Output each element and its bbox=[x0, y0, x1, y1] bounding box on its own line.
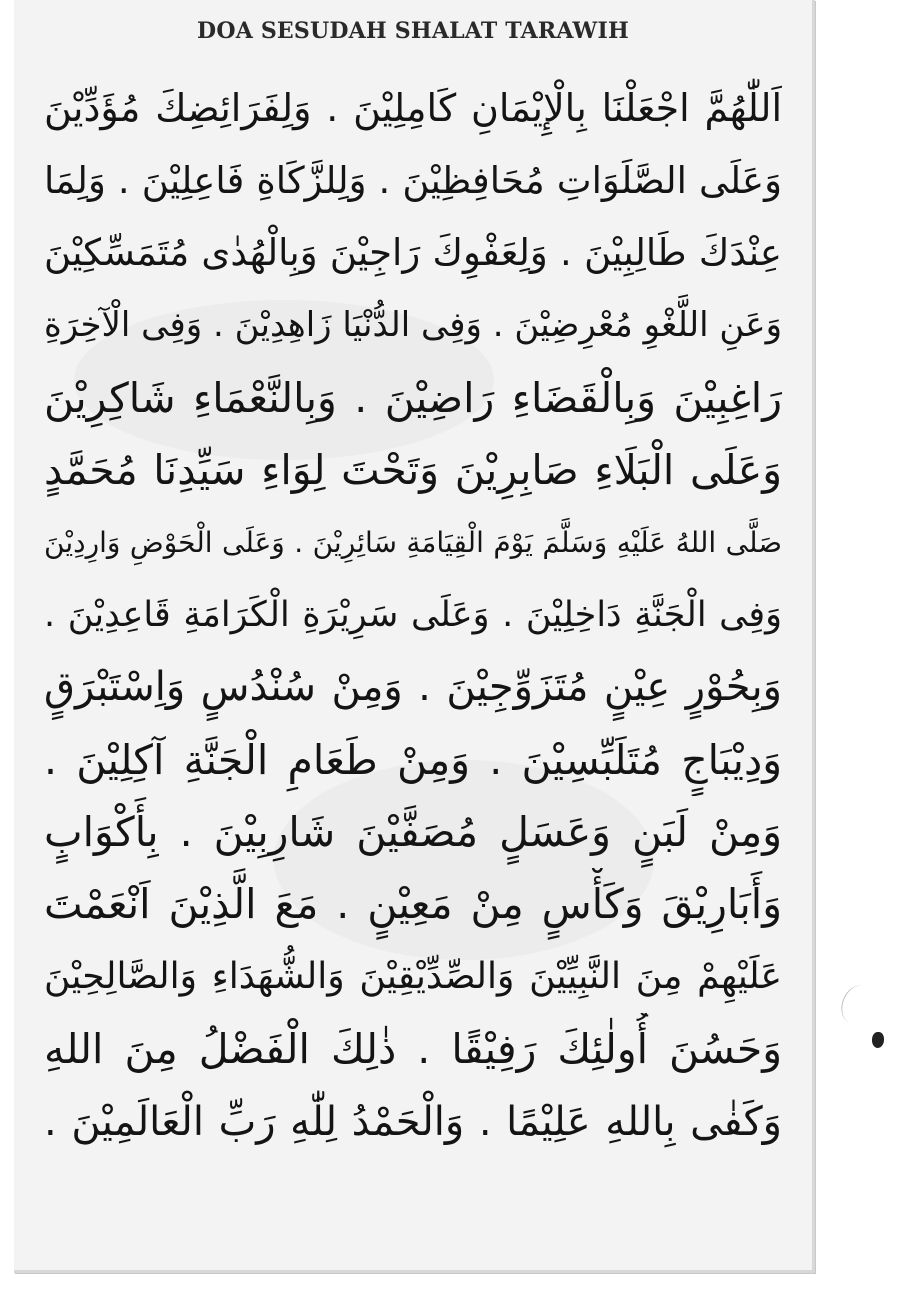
prayer-line: وَحَسُنَ أُولٰئِكَ رَفِيْقًا . ذٰلِكَ الْفَضْلُ مِنَ اللهِ bbox=[44, 1025, 782, 1074]
prayer-line: وَعَلَى الْبَلَاءِ صَابِرِيْنَ وَتَحْتَ لِوَاءِ سَيِّدِنَا مُحَمَّدٍ bbox=[44, 446, 782, 495]
prayer-line: وَأَبَارِيْقَ وَكَأْسٍ مِنْ مَعِيْنٍ . مَعَ الَّذِيْنَ اَنْعَمْتَ bbox=[44, 880, 782, 929]
prayer-line: وَبِحُوْرٍ عِيْنٍ مُتَزَوِّجِيْنَ . وَمِنْ سُنْدُسٍ وَاِسْتَبْرَقٍ bbox=[44, 664, 782, 711]
prayer-line: عِنْدَكَ طَالِبِيْنَ . وَلِعَفْوِكَ رَاجِيْنَ وَبِالْهُدٰى مُتَمَسِّكِيْنَ bbox=[44, 231, 782, 275]
prayer-line: عَلَيْهِمْ مِنَ النَّبِيِّيْنَ وَالصِّدِّيْقِيْنَ وَالشُّهَدَاءِ وَالصَّالِحِيْنَ bbox=[44, 956, 782, 998]
prayer-line: اَللّٰهُمَّ اجْعَلْنَا بِالْإِيْمَانِ كَامِلِيْنَ . وَلِفَرَائِضِكَ مُؤَدِّيْنَ bbox=[44, 86, 782, 131]
prayer-line: صَلَّى اللهُ عَلَيْهِ وَسَلَّمَ يَوْمَ الْقِيَامَةِ سَائِرِيْنَ . وَعَلَى الْحَوْضِ وَارِدِيْنَ bbox=[44, 526, 782, 560]
ink-spot bbox=[872, 1032, 884, 1048]
prayer-card bbox=[14, 0, 815, 1273]
prayer-line: وَعَلَى الصَّلَوَاتِ مُحَافِظِيْنَ . وَلِلزَّكَاةِ فَاعِلِيْنَ . وَلِمَا bbox=[44, 159, 782, 203]
scan-artifact bbox=[836, 981, 879, 1029]
prayer-line: وَفِى الْجَنَّةِ دَاخِلِيْنَ . وَعَلَى سَرِيْرَةِ الْكَرَامَةِ قَاعِدِيْنَ . bbox=[44, 594, 782, 635]
prayer-line: وَكَفٰى بِاللهِ عَلِيْمًا . وَالْحَمْدُ لِلّٰهِ رَبِّ الْعَالَمِيْنَ . bbox=[44, 1098, 782, 1145]
prayer-line: رَاغِبِيْنَ وَبِالْقَضَاءِ رَاضِيْنَ . وَبِالنَّعْمَاءِ شَاكِرِيْنَ bbox=[44, 373, 782, 422]
prayer-title: DOA SESUDAH SHALAT TARAWIH bbox=[197, 18, 629, 44]
prayer-line: وَدِيْبَاجٍ مُتَلَبِّسِيْنَ . وَمِنْ طَعَامِ الْجَنَّةِ آكِلِيْنَ . bbox=[44, 735, 782, 784]
prayer-line: وَعَنِ اللَّغْوِ مُعْرِضِيْنَ . وَفِى الدُّنْيَا زَاهِدِيْنَ . وَفِى الْآخِرَةِ bbox=[44, 305, 782, 346]
prayer-line: وَمِنْ لَبَنٍ وَعَسَلٍ مُصَفَّيْنَ شَارِبِيْنَ . بِأَكْوَابٍ bbox=[44, 808, 782, 857]
prayer-text bbox=[44, 72, 782, 1158]
